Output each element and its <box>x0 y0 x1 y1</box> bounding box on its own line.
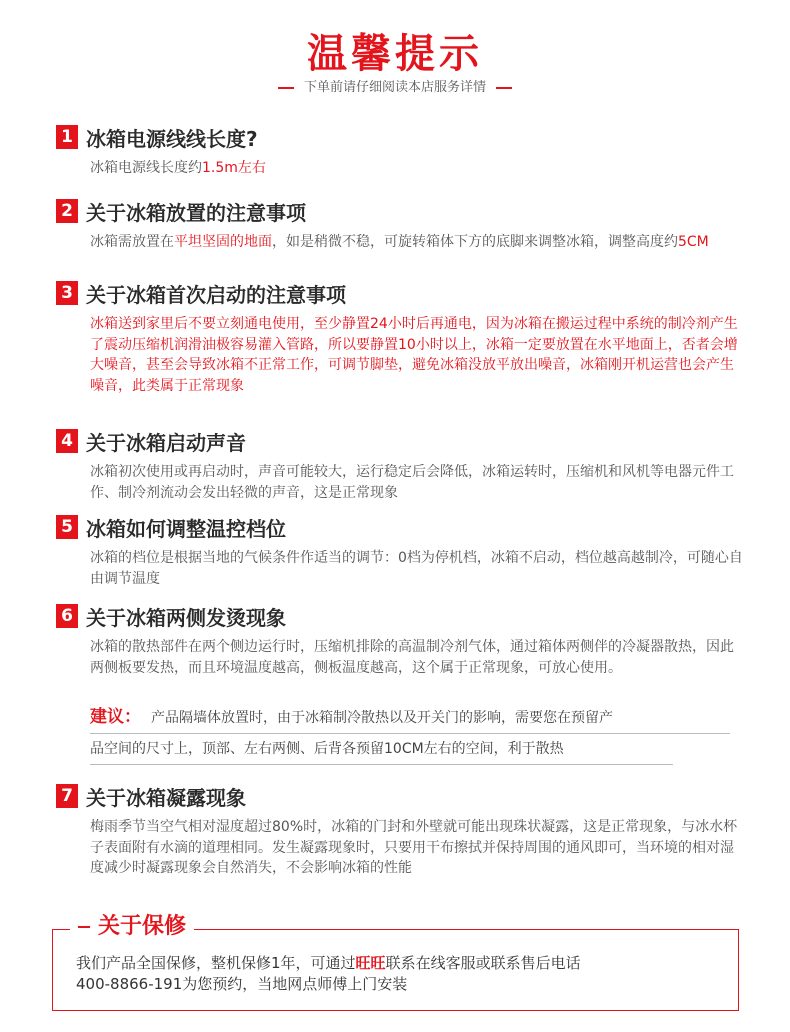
page-title: 温馨提示 <box>307 31 483 77</box>
body-text: 联系在线客服或联系售后电话 <box>385 954 581 972</box>
section-3 <box>56 280 746 396</box>
divider <box>78 926 90 928</box>
section-heading: 关于冰箱凝露现象 <box>86 785 246 810</box>
section-5 <box>56 514 746 589</box>
advice-box <box>90 702 730 765</box>
highlight-text: 平坦坚固的地面 <box>174 234 272 250</box>
section-body <box>90 158 746 179</box>
highlight-text: 旺旺 <box>355 954 386 972</box>
divider <box>278 87 294 89</box>
section-number: 3 <box>56 281 78 305</box>
warranty-title <box>70 912 194 942</box>
section-body: 冰箱的散热部件在两个侧边运行时，压缩机排除的高温制冷剂气体，通过箱体两侧伴的冷凝器散热，因此两侧板要发热，而且环境温度越高，侧板温度越高，这个属于正常现象，可放心使用。 <box>90 639 734 676</box>
service-phone-text: 400-8866-191为您预约，当地网点师傅上门安装 <box>76 975 408 993</box>
highlight-text: 1.5m左右 <box>202 160 266 176</box>
body-text: 冰箱需放置在 <box>90 234 174 250</box>
section-body: 梅雨季节当空气相对湿度超过80%时，冰箱的门封和外壁就可能出现珠状凝露，这是正常现象，与冰水杯子表面附有水滴的道理相同。发生凝露现象时，只要用干布擦拭并保持周围的通风即可，当环境的相对湿度减少时凝露现象会自然消失，不会影响冰箱的性能 <box>90 819 738 876</box>
section-number: 4 <box>56 429 78 453</box>
section-2 <box>56 198 746 253</box>
section-heading: 冰箱如何调整温控档位 <box>86 516 286 541</box>
section-heading: 关于冰箱启动声音 <box>86 430 246 455</box>
body-text: 冰箱电源线长度约 <box>90 160 202 176</box>
page-subtitle <box>0 76 790 95</box>
section-body: 冰箱初次使用或再启动时，声音可能较大，运行稳定后会降低，冰箱运转时，压缩机和风机等电器元件工作、制冷剂流动会发出轻微的声音，这是正常现象 <box>90 464 734 501</box>
divider <box>496 87 512 89</box>
section-number: 7 <box>56 784 78 808</box>
advice-line-2: 品空间的尺寸上，顶部、左右两侧、后背各预留10CM左右的空间，利于散热 <box>90 734 673 765</box>
section-1 <box>56 124 746 179</box>
section-body <box>90 232 746 253</box>
section-number: 5 <box>56 515 78 539</box>
section-heading: 关于冰箱首次启动的注意事项 <box>86 282 346 307</box>
section-heading: 关于冰箱放置的注意事项 <box>86 200 306 225</box>
section-body: 冰箱的档位是根据当地的气候条件作适当的调节：0档为停机档，冰箱不启动，档位越高越制冷，可随心自由调节温度 <box>90 550 743 587</box>
highlight-text: 5CM <box>678 234 709 250</box>
section-4 <box>56 428 746 503</box>
warranty-text <box>76 953 716 995</box>
body-text: ，如是稍微不稳，可旋转箱体下方的底脚来调整冰箱，调整高度约 <box>272 234 678 250</box>
section-number: 2 <box>56 199 78 223</box>
section-body: 冰箱送到家里后不要立刻通电使用，至少静置24小时后再通电，因为冰箱在搬运过程中系统的制冷剂产生了震动压缩机润滑油极容易灌入管路，所以要静置10小时以上，冰箱一定要放置在水平地面上，否者会增大噪音，甚至会导致冰箱不正常工作，可调节脚垫，避免冰箱没放平放出噪音，冰箱刚开机运营也会产生噪音，此类属于正常现象 <box>90 316 738 394</box>
subtitle-text: 下单前请仔细阅读本店服务详情 <box>303 80 486 95</box>
advice-line-1: 产品隔墙体放置时，由于冰箱制冷散热以及开关门的影响，需要您在预留产 <box>151 710 613 726</box>
section-number: 1 <box>56 125 78 149</box>
warranty-title-text: 关于保修 <box>98 914 187 939</box>
advice-label: 建议： <box>90 707 141 727</box>
section-heading: 冰箱电源线线长度? <box>86 126 258 151</box>
body-text: 我们产品全国保修，整机保修1年，可通过 <box>76 954 356 972</box>
section-heading: 关于冰箱两侧发烫现象 <box>86 605 286 630</box>
section-7 <box>56 783 746 879</box>
section-number: 6 <box>56 604 78 628</box>
section-6 <box>56 603 746 678</box>
